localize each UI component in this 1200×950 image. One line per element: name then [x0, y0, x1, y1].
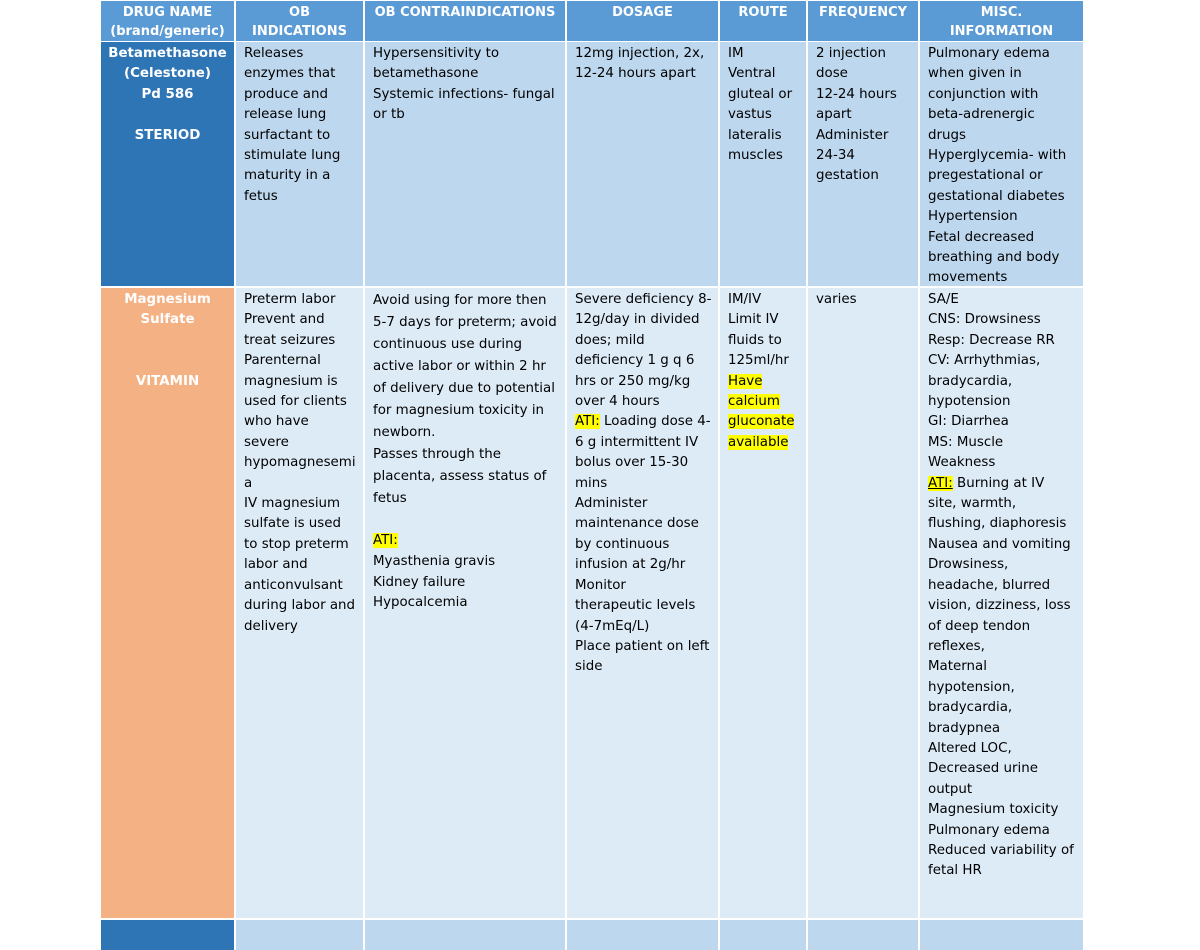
text-line: Hyperglycemia- with [928, 148, 1067, 164]
text-line: Limit IV [728, 312, 779, 328]
text-line: Avoid using for more then [373, 293, 547, 308]
header-frequency [808, 1, 918, 41]
text-line: labor and [244, 557, 308, 573]
next-row-cell [920, 920, 1083, 950]
text-line: conjunction with [928, 86, 1039, 102]
text-line: Maternal [928, 659, 987, 675]
spacer [103, 105, 232, 125]
text-line: for magnesium toxicity in [373, 403, 545, 418]
text-line: produce and [244, 86, 328, 102]
text-line [928, 474, 1077, 494]
text-line: Reduced variability of [928, 842, 1074, 858]
header-label: INDICATIONS [252, 24, 347, 39]
text-line: Hypocalcemia [373, 595, 468, 611]
text-line: 6 g intermittent IV [575, 434, 699, 450]
text-line: maintenance dose [575, 516, 699, 532]
text-fragment: Burning at IV [952, 475, 1045, 491]
text-line: stimulate lung [244, 148, 341, 164]
text-line: Myasthenia gravis [373, 554, 496, 570]
text-line: lateralis [728, 127, 782, 143]
text-line: Pulmonary edema [928, 822, 1050, 838]
text-line: (4-7mEq/L) [575, 618, 650, 634]
text-line: CV: Arrhythmias, [928, 353, 1041, 369]
text-line: varies [816, 292, 857, 307]
contraindications-cell [365, 42, 565, 286]
next-row-cell [567, 920, 718, 950]
header-label: ROUTE [738, 5, 788, 20]
frequency-cell [808, 288, 918, 918]
ati-highlight: ATI: [575, 414, 600, 430]
drug-class: STERIOD [134, 127, 201, 143]
text-line: gestation [816, 168, 879, 184]
text-line: apart [816, 107, 852, 123]
text-line: delivery [244, 618, 298, 634]
text-line: (Celestone) [123, 66, 211, 82]
text-line: newborn. [373, 425, 436, 440]
text-line: fluids to [728, 332, 782, 348]
text-line: headache, blurred [928, 577, 1051, 593]
text-line: or tb [373, 107, 405, 123]
text-line: when given in [928, 66, 1022, 82]
text-line: fetus [244, 188, 278, 204]
text-line: hypotension, [928, 679, 1015, 695]
text-line: beta-adrenergic [928, 107, 1035, 123]
header-drug-name [101, 1, 234, 41]
text-line: 12-24 hours [816, 86, 897, 102]
route-cell [720, 288, 806, 918]
text-line: GI: Diarrhea [928, 414, 1009, 430]
text-line: output [928, 781, 973, 797]
next-row-cell [365, 920, 565, 950]
route-cell [720, 42, 806, 286]
text-line: IM/IV [728, 292, 762, 307]
text-line: mins [575, 475, 608, 491]
text-line: gluteal or [728, 86, 793, 102]
drug-name-magnesium-sulfate [101, 288, 234, 918]
text-line: 2 injection [816, 46, 886, 61]
dosage-cell [567, 42, 718, 286]
text-line: Kidney failure [373, 574, 466, 590]
text-line: Pulmonary edema [928, 46, 1050, 61]
text-line: used for clients [244, 394, 347, 410]
text-line: gestational diabetes [928, 188, 1065, 204]
text-line: pregestational or [928, 168, 1043, 184]
text-line: by continuous [575, 536, 670, 552]
text-line: enzymes that [244, 66, 336, 82]
text-line: Hypertension [928, 209, 1018, 225]
next-row-cell [236, 920, 363, 950]
text-line: Drowsiness, [928, 557, 1009, 573]
text-line: IM [728, 46, 744, 61]
text-line [575, 412, 712, 432]
text-line: hypomagnesemi [244, 455, 356, 471]
text-line: bradypnea [928, 720, 1001, 736]
text-line: Prevent and [244, 312, 325, 328]
text-line: surfactant to [244, 127, 331, 143]
header-label: (brand/generic) [110, 24, 225, 39]
text-line: vastus [728, 107, 772, 123]
text-line: Systemic infections- fungal [373, 86, 555, 102]
spacer [373, 510, 559, 530]
drug-class: VITAMIN [135, 373, 200, 389]
text-line: vision, dizziness, loss [928, 598, 1071, 614]
text-line: release lung [244, 107, 327, 123]
text-line: drugs [928, 127, 966, 143]
text-line: Betamethasone [108, 46, 227, 61]
text-line: 12mg injection, 2x, [575, 46, 705, 61]
indications-cell [236, 288, 363, 918]
header-dosage [567, 1, 718, 41]
text-line: IV magnesium [244, 496, 341, 512]
text-line: Nausea and vomiting [928, 536, 1071, 552]
text-line: 5-7 days for preterm; avoid [373, 315, 557, 330]
text-line: SA/E [928, 292, 959, 307]
text-line: bolus over 15-30 [575, 455, 689, 471]
header-label: DRUG NAME [122, 5, 213, 20]
text-line: hrs or 250 mg/kg [575, 373, 691, 389]
text-fragment: Loading dose 4- [599, 414, 711, 430]
text-line: infusion at 2g/hr [575, 557, 686, 573]
text-line: continuous use during [373, 337, 523, 352]
header-ob-contraindications [365, 1, 565, 41]
text-line [728, 392, 800, 412]
text-line: Administer [575, 496, 648, 512]
spacer [103, 331, 232, 372]
text-line: Resp: Decrease RR [928, 332, 1055, 348]
text-line [728, 412, 800, 432]
text-line: Magnesium [124, 292, 211, 307]
text-line: treat seizures [244, 332, 336, 348]
text-line: Fetal decreased [928, 229, 1035, 245]
text-line: hypotension [928, 394, 1011, 410]
header-route [720, 1, 806, 41]
text-line: Administer [816, 127, 889, 143]
text-line: side [575, 659, 603, 675]
text-line: flushing, diaphoresis [928, 516, 1067, 532]
text-line [373, 530, 559, 552]
text-line: muscles [728, 148, 783, 164]
text-line: Magnesium toxicity [928, 802, 1059, 818]
misc-cell [920, 288, 1083, 918]
drug-table [101, 1, 1083, 941]
indications-cell [236, 42, 363, 286]
text-line: active labor or within 2 hr [373, 359, 546, 374]
text-line: Ventral [728, 66, 776, 82]
text-line: dose [816, 66, 848, 82]
calcium-gluconate-highlight: available [728, 434, 789, 450]
text-line: reflexes, [928, 638, 985, 654]
text-line: sulfate is used [244, 516, 342, 532]
text-line: site, warmth, [928, 496, 1017, 512]
text-line: Altered LOC, [928, 740, 1012, 756]
text-line: anticonvulsant [244, 577, 343, 593]
text-line: Place patient on left [575, 638, 710, 654]
text-line: Pd 586 [141, 86, 194, 102]
text-line: fetus [373, 491, 407, 506]
text-line: who have [244, 414, 309, 430]
text-line: 12-24 hours apart [575, 66, 696, 82]
text-line: of delivery due to potential [373, 381, 555, 396]
text-line: bradycardia, [928, 700, 1013, 716]
text-line: 12g/day in divided [575, 312, 700, 328]
header-label: OB CONTRAINDICATIONS [374, 5, 556, 20]
text-line: Passes through the [373, 447, 501, 462]
text-line: Parenternal [244, 353, 321, 369]
text-line: Hypersensitivity to [373, 46, 500, 61]
text-line: Releases [244, 46, 304, 61]
calcium-gluconate-highlight: Have [728, 373, 763, 389]
text-line: therapeutic levels [575, 598, 696, 614]
text-line: Decreased urine [928, 761, 1038, 777]
next-row-drug-name [101, 920, 234, 950]
text-line: of deep tendon [928, 618, 1031, 634]
misc-cell [920, 42, 1083, 286]
text-line: movements [928, 270, 1008, 286]
text-line: Weakness [928, 455, 996, 471]
frequency-cell [808, 42, 918, 286]
ati-highlight [928, 476, 953, 491]
text-line: magnesium is [244, 373, 338, 389]
text-line [728, 433, 800, 453]
calcium-gluconate-highlight: gluconate [728, 414, 795, 430]
text-line: to stop preterm [244, 536, 349, 552]
calcium-gluconate-highlight: calcium [728, 394, 780, 410]
text-line: MS: Muscle [928, 434, 1004, 450]
header-label: INFORMATION [949, 24, 1054, 39]
header-misc-information [920, 1, 1083, 41]
next-row-cell [720, 920, 806, 950]
text-line: Sulfate [140, 312, 195, 328]
text-line: maturity in a [244, 168, 331, 184]
text-line: Monitor [575, 577, 626, 593]
text-line [728, 372, 800, 392]
text-line: 24-34 [816, 148, 855, 164]
text-line: severe [244, 434, 289, 450]
header-label: MISC. [980, 5, 1023, 20]
text-line: deficiency 1 g q 6 [575, 353, 695, 369]
text-fragment: ATI: [928, 475, 953, 491]
header-label: DOSAGE [612, 5, 673, 20]
contraindications-cell [365, 288, 565, 918]
drug-name-betamethasone [101, 42, 234, 286]
text-line: CNS: Drowsiness [928, 312, 1041, 328]
text-line: over 4 hours [575, 394, 660, 410]
text-line: 125ml/hr [728, 353, 789, 369]
header-label: OB [289, 5, 310, 20]
dosage-cell [567, 288, 718, 918]
text-line: a [244, 475, 253, 491]
text-line: betamethasone [373, 66, 479, 82]
text-line: during labor and [244, 598, 356, 614]
next-row-cell [808, 920, 918, 950]
ati-highlight: ATI: [373, 533, 398, 549]
text-line: bradycardia, [928, 373, 1013, 389]
text-line: breathing and body [928, 250, 1060, 266]
text-line: fetal HR [928, 863, 982, 879]
text-line: Preterm labor [244, 292, 336, 307]
text-line: placenta, assess status of [373, 469, 547, 484]
text-line: Severe deficiency 8- [575, 292, 712, 307]
text-line: does; mild [575, 332, 645, 348]
header-label: FREQUENCY [818, 5, 908, 20]
header-ob-indications [236, 1, 363, 41]
